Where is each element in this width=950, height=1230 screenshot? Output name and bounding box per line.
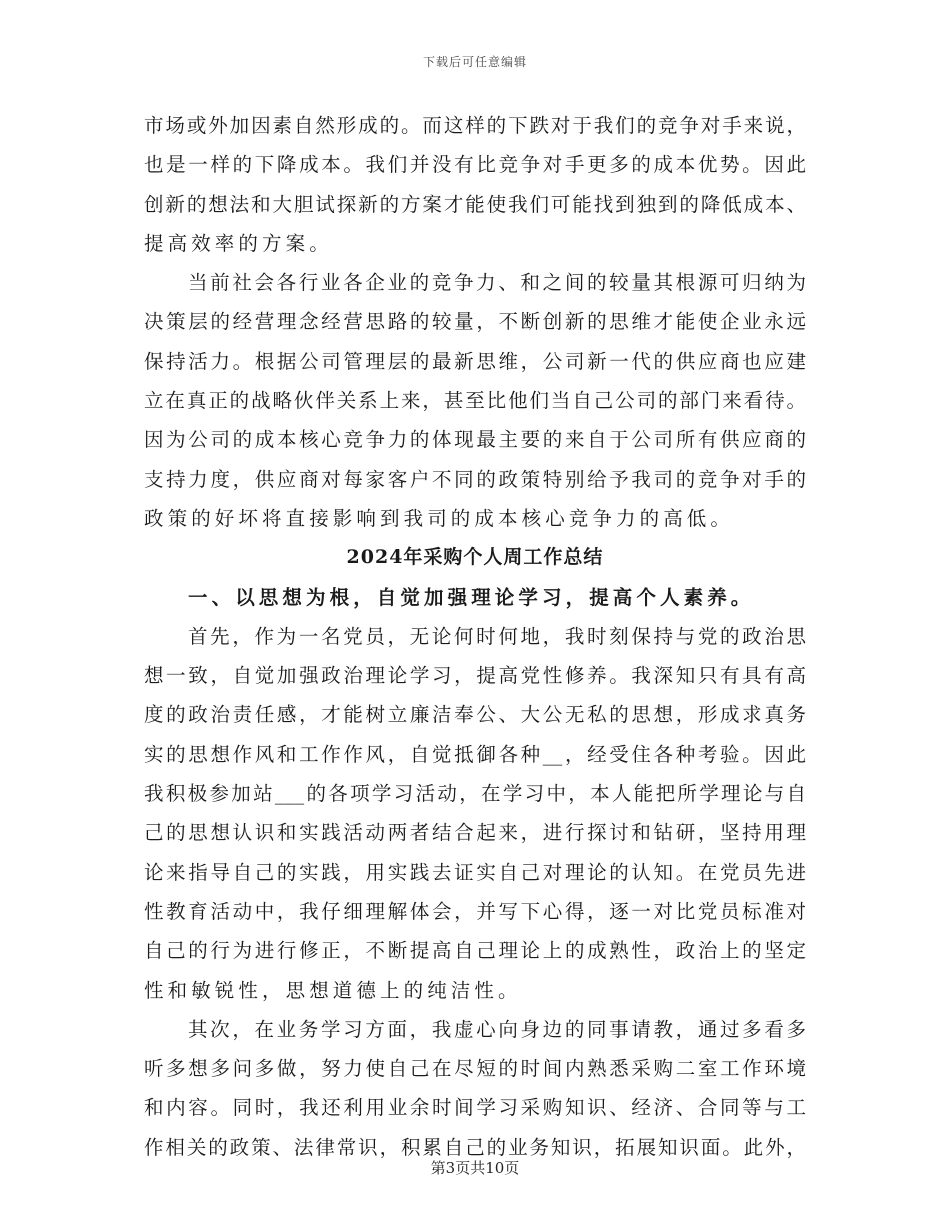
text-line: 支持力度，供应商对每家客户不同的政策特别给予我司的竞争对手的	[144, 467, 806, 491]
page-header: 下载后可任意编辑	[422, 55, 527, 69]
text-line: 提高效率的方案。	[144, 231, 333, 255]
text-line: 其次，在业务学习方面，我虚心向身边的同事请教，通过多看多	[188, 1017, 806, 1041]
text-line: 性教育活动中，我仔细理解体会，并写下心得，逐一对比党员标准对	[144, 899, 806, 923]
text-line: 实的思想作风和工作作风，自觉抵御各种__，经受住各种考验。因此	[144, 742, 806, 766]
text-line: 和内容。同时，我还利用业余时间学习采购知识、经济、合同等与工	[144, 1096, 806, 1120]
text-line: 自己的行为进行修正，不断提高自己理论上的成熟性，政治上的坚定	[144, 939, 806, 963]
text-line: 性和敏锐性，思想道德上的纯洁性。	[144, 978, 522, 1002]
text-line: 当前社会各行业各企业的竞争力、和之间的较量其根源可归纳为	[188, 271, 806, 295]
text-line: 保持活力。根据公司管理层的最新思维，公司新一代的供应商也应建	[144, 349, 806, 373]
text-line: 立在真正的战略伙伴关系上来，甚至比他们当自己公司的部门来看待。	[144, 389, 806, 413]
text-line: 首先，作为一名党员，无论何时何地，我时刻保持与党的政治思	[188, 624, 806, 648]
document-title: 2024年采购个人周工作总结	[346, 546, 604, 569]
text-line: 政策的好坏将直接影响到我司的成本核心竞争力的高低。	[144, 506, 735, 530]
text-line: 论来指导自己的实践，用实践去证实自己对理论的认知。在党员先进	[144, 860, 806, 884]
text-line: 创新的想法和大胆试探新的方案才能使我们可能找到独到的降低成本、	[144, 192, 806, 216]
text-line: 市场或外加因素自然形成的。而这样的下跌对于我们的竞争对手来说，	[144, 114, 806, 137]
text-line: 决策层的经营理念经营思路的较量，不断创新的思维才能使企业永远	[144, 310, 806, 334]
text-line: 听多想多问多做，努力使自己在尽短的时间内熟悉采购二室工作环境	[144, 1057, 806, 1081]
text-line: 也是一样的下降成本。我们并没有比竞争对手更多的成本优势。因此	[144, 153, 806, 177]
document-body	[144, 106, 806, 1167]
text-line: 想一致，自觉加强政治理论学习，提高党性修养。我深知只有具有高	[144, 664, 806, 688]
text-line: 己的思想认识和实践活动两者结合起来，进行探讨和钻研，坚持用理	[144, 821, 806, 845]
page-number: 第3页共10页	[430, 1159, 520, 1177]
section-heading: 一、以思想为根，自觉加强理论学习，提高个人素养。	[188, 585, 755, 609]
text-line: 因为公司的成本核心竞争力的体现最主要的来自于公司所有供应商的	[144, 428, 806, 452]
text-line: 度的政治责任感，才能树立廉洁奉公、大公无私的思想，形成求真务	[144, 703, 806, 727]
text-line: 我积极参加站___的各项学习活动，在学习中，本人能把所学理论与自	[144, 782, 806, 806]
text-line: 作相关的政策、法律常识，积累自己的业务知识，拓展知识面。此外，	[144, 1135, 806, 1159]
